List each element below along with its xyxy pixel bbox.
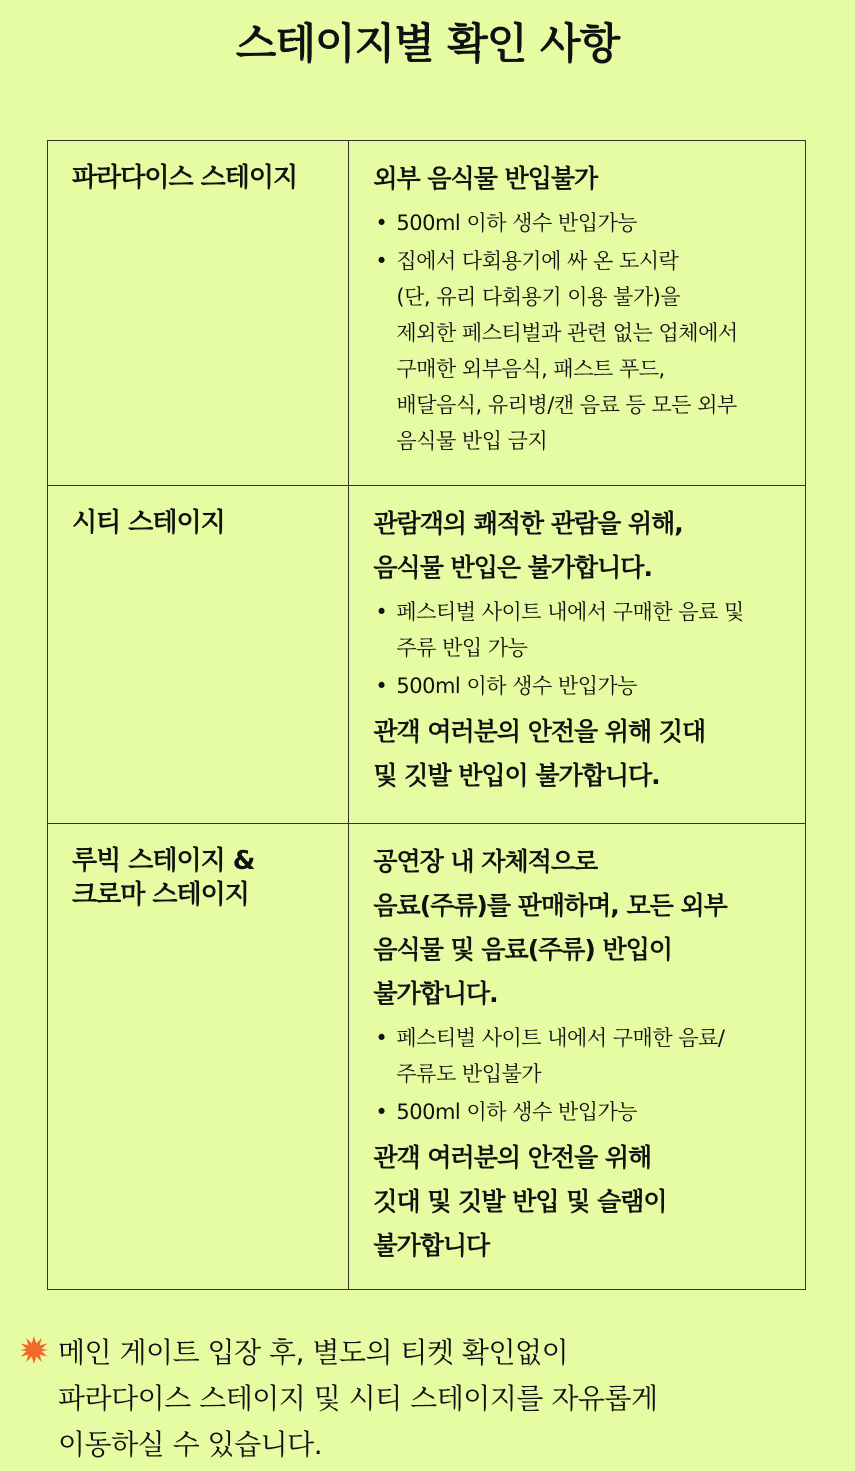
rules-paradise xyxy=(349,141,805,481)
stage-rules-cell xyxy=(349,486,806,824)
list-item xyxy=(373,668,789,704)
rules-city xyxy=(349,486,805,816)
rule-lead: 외부 음식물 반입불가 xyxy=(373,164,598,193)
stage-name-paradise: 파라다이스 스테이지 xyxy=(72,163,298,193)
stage-name-cell xyxy=(48,824,349,1290)
starburst-icon xyxy=(20,1336,48,1364)
list-item xyxy=(373,243,789,459)
rule-lead: 공연장 내 자체적으로 음료(주류)를 판매하며, 모든 외부 음식물 및 음료(주류) 반입이 불가합니다. xyxy=(373,847,727,1008)
footnote-text: 메인 게이트 입장 후, 별도의 티켓 확인없이 파라다이스 스테이지 및 시티 스테이지를 자유롭게 이동하실 수 있습니다. xyxy=(58,1336,658,1461)
stage-name-rubik-chroma: 루빅 스테이지 & 크로마 스테이지 xyxy=(72,846,255,910)
rule-lead: 관람객의 쾌적한 관람을 위해, 음식물 반입은 불가합니다. xyxy=(373,509,683,582)
safety-note: 관객 여러분의 안전을 위해 깃대 및 깃발 반입이 불가합니다. xyxy=(373,717,706,790)
list-item xyxy=(373,1020,789,1092)
rule-bullet-list xyxy=(373,205,789,459)
safety-note: 관객 여러분의 안전을 위해 깃대 및 깃발 반입 및 슬램이 불가합니다 xyxy=(373,1143,667,1260)
list-item xyxy=(373,1094,789,1130)
bullet-text: 500ml 이하 생수 반입가능 xyxy=(396,674,638,698)
bullet-dot-icon: • xyxy=(375,674,388,698)
bullet-dot-icon: • xyxy=(375,211,388,235)
bullet-dot-icon: • xyxy=(375,600,388,624)
bullet-dot-icon: • xyxy=(375,249,388,273)
bullet-text: 페스티벌 사이트 내에서 구매한 음료/ 주류도 반입불가 xyxy=(396,1026,725,1086)
stage-name-cell xyxy=(48,141,349,486)
rule-bullet-list xyxy=(373,1020,789,1130)
list-item xyxy=(373,205,789,241)
stage-name-cell xyxy=(48,486,349,824)
stage-name-city: 시티 스테이지 xyxy=(72,508,225,538)
bullet-text: 500ml 이하 생수 반입가능 xyxy=(396,1100,638,1124)
bullet-text: 500ml 이하 생수 반입가능 xyxy=(396,211,638,235)
footnote xyxy=(20,1330,830,1468)
table-row-paradise-stage xyxy=(48,141,806,486)
stage-rules-table xyxy=(47,140,806,1290)
bullet-dot-icon: • xyxy=(375,1026,388,1050)
rule-bullet-list xyxy=(373,594,789,704)
list-item xyxy=(373,594,789,666)
bullet-text: 집에서 다회용기에 싸 온 도시락 (단, 유리 다회용기 이용 불가)을 제외한 페스티벌과 관련 없는 업체에서 구매한 외부음식, 패스트 푸드, 배달음식, 유리병/캔 음료 등 모든 외부 음식물 반입 금지 xyxy=(396,249,738,453)
table-row-city-stage xyxy=(48,486,806,824)
bullet-text: 페스티벌 사이트 내에서 구매한 음료 및 주류 반입 가능 xyxy=(396,600,744,660)
stage-rules-cell xyxy=(349,141,806,486)
bullet-dot-icon: • xyxy=(375,1100,388,1124)
table-row-rubik-chroma-stage xyxy=(48,824,806,1290)
rules-rubik-chroma xyxy=(349,824,805,1286)
stage-rules-cell xyxy=(349,824,806,1290)
page-title: 스테이지별 확인 사항 xyxy=(235,19,620,68)
